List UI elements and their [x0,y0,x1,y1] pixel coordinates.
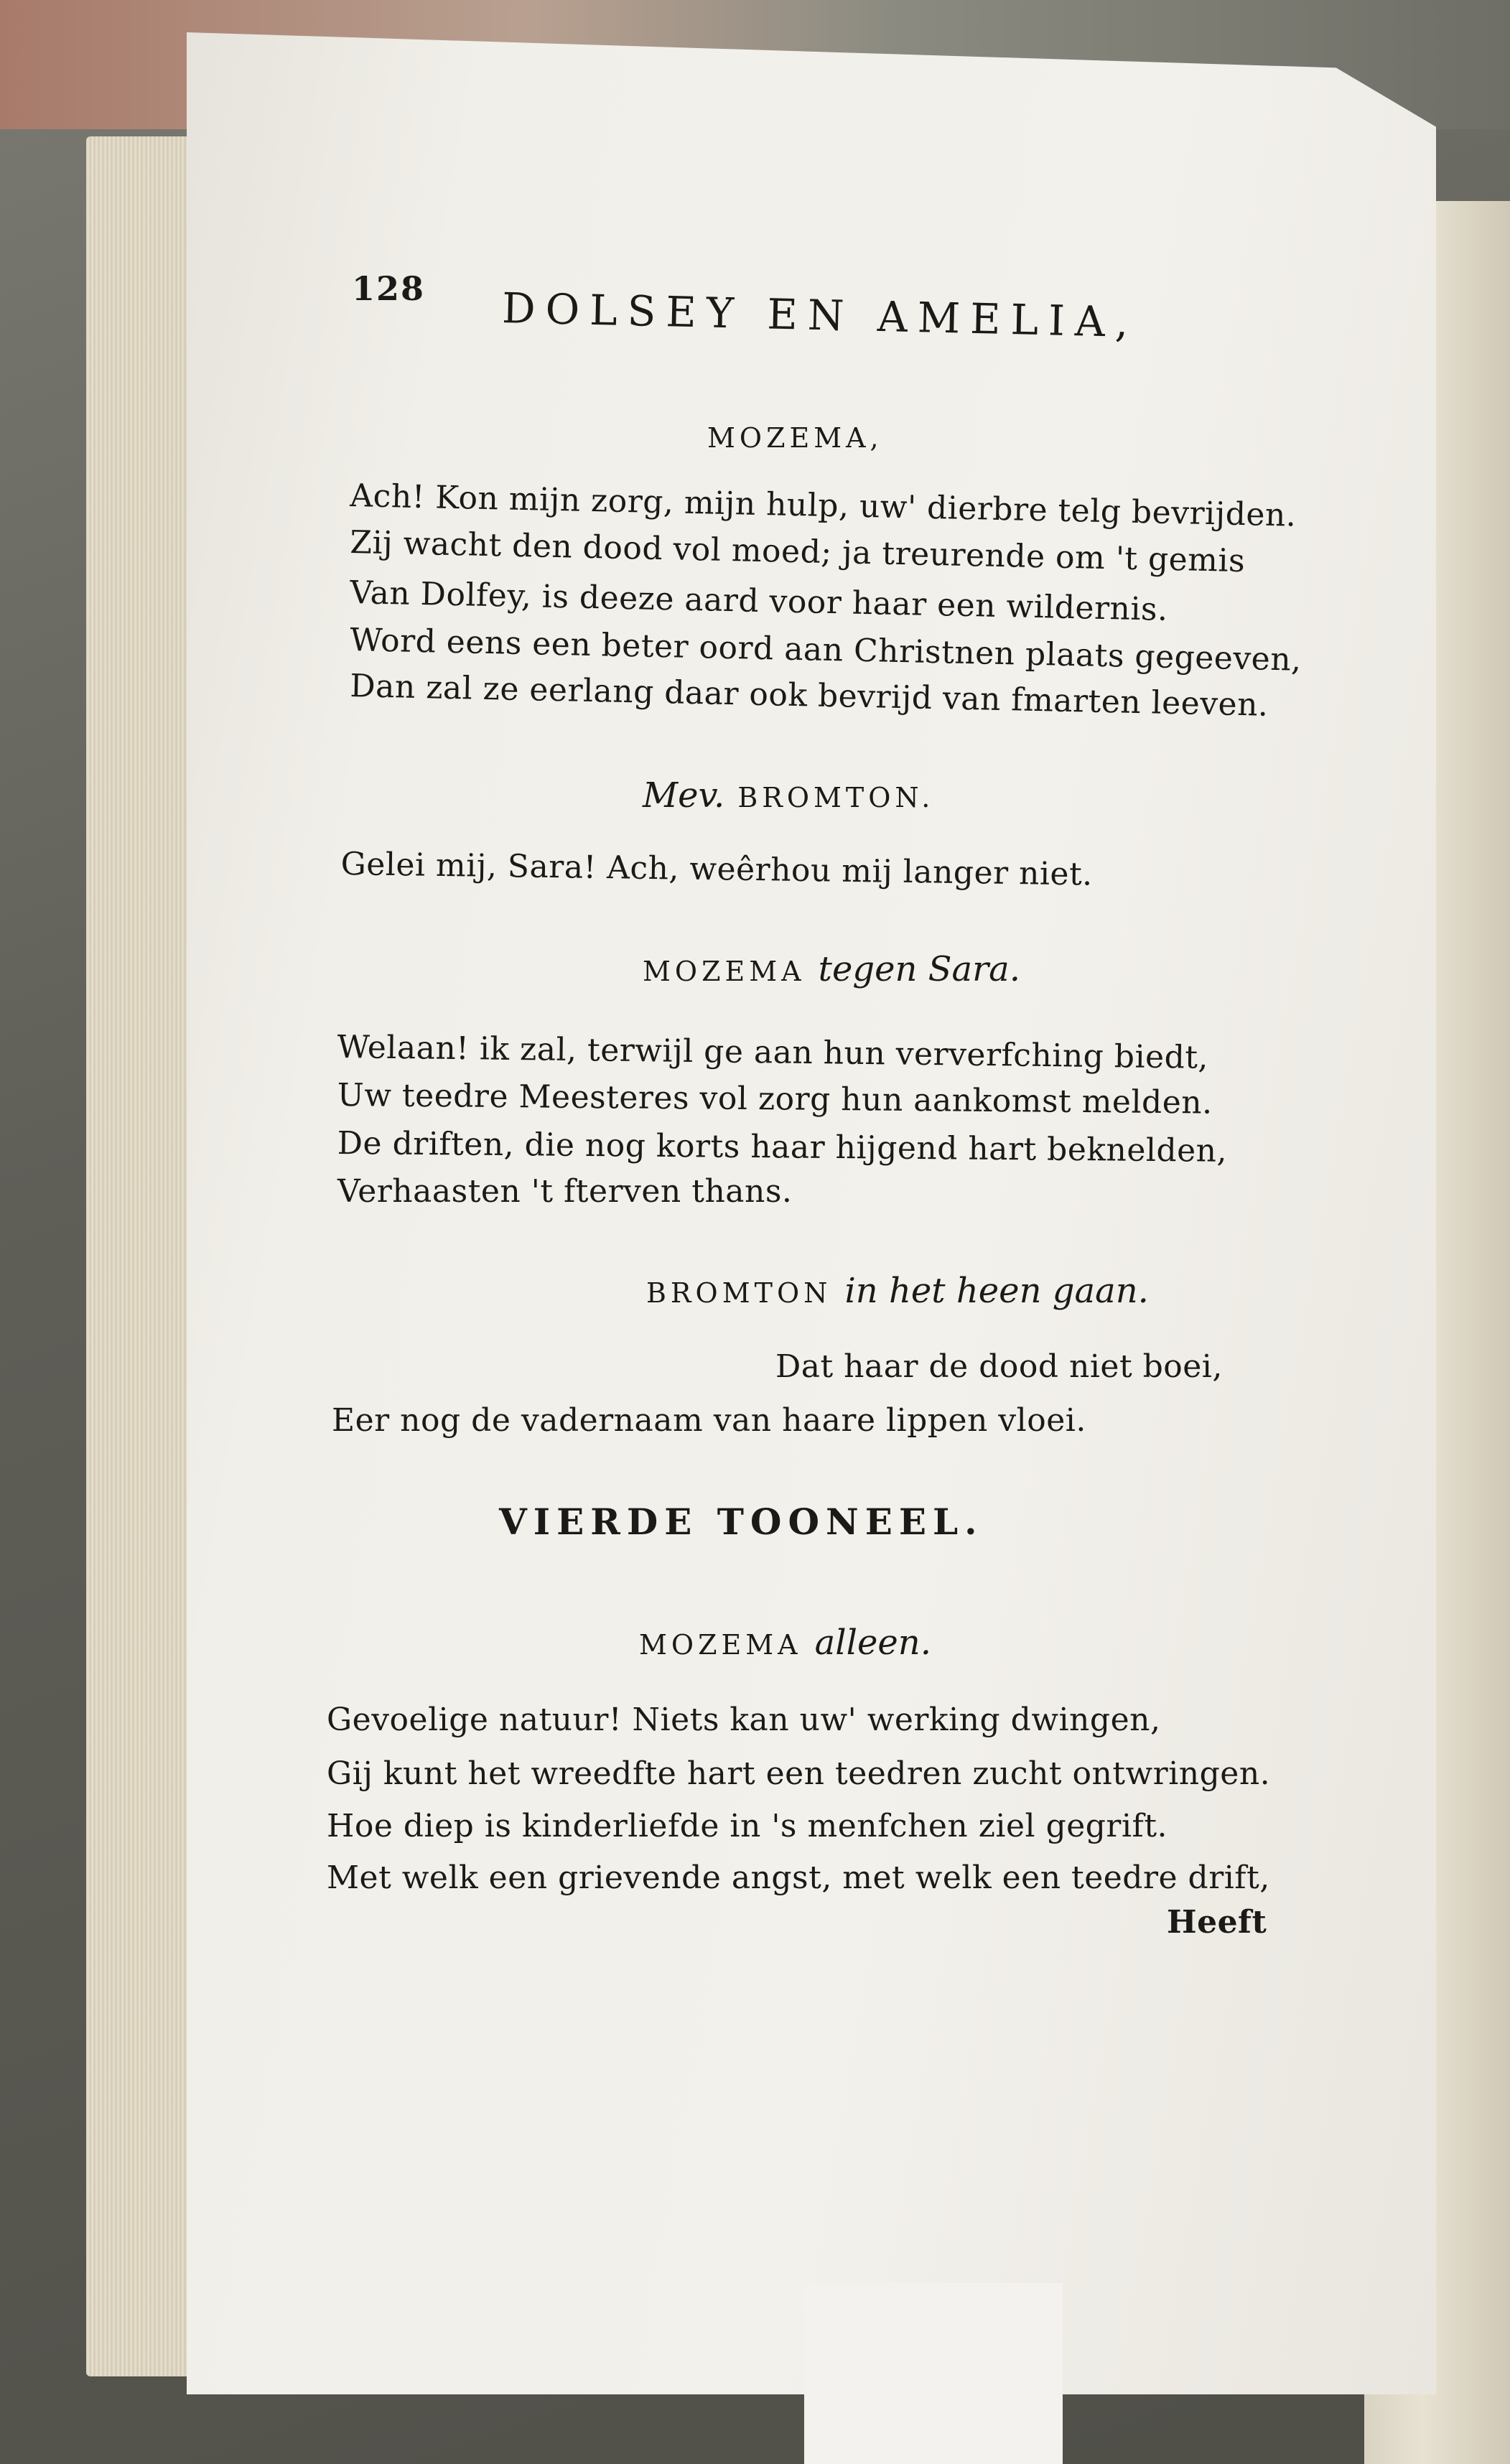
verse-line: Uw teedre Meesteres vol zorg hun aankomst melden. [337,1077,1213,1121]
speaker-heading [639,1623,931,1663]
verse-line: Hoe diep is kinderliefde in 's menfchen ziel gegrift. [327,1808,1168,1844]
page-number: 128 [352,269,426,308]
verse-line: Gij kunt het wreedfte hart een teedren zucht ontwringen. [327,1755,1271,1792]
speaker-heading [643,949,1020,989]
stage-direction: tegen Sara. [818,949,1020,989]
verse-line: Welaan! ik zal, terwijl ge aan hun ververfching biedt, [337,1029,1209,1076]
page-stack-edge [86,136,201,2376]
verse-line: Word eens een beter oord aan Christnen plaats gegeeven, [349,622,1302,678]
catchword: Heeft [1167,1904,1267,1941]
speaker-heading [646,1271,1149,1311]
verse-line: Van Dolfey, is deeze aard voor haar een wildernis. [349,574,1169,628]
verse-line: Met welk een grievende angst, met welk een teedre drift, [327,1859,1270,1896]
speaker-prefix: Mev. [643,775,725,816]
verse-line: Gelei mij, Sara! Ach, weêrhou mij langer niet. [340,846,1094,893]
verse-line: De driften, die nog korts haar hijgend hart beknelden, [337,1125,1228,1170]
paper-tab [804,2283,1063,2464]
verse-line: Ach! Kon mijn zorg, mijn hulp, uw' dierbre telg bevrijden. [349,477,1297,534]
speaker-name: BROMTON [646,1277,832,1309]
stage-direction: in het heen gaan. [844,1271,1149,1311]
speaker-heading: MOZEMA, [707,422,883,454]
verse-line: Dat haar de dood niet boei, [775,1348,1223,1385]
verse-line: Verhaasten 't fterven thans. [337,1173,793,1210]
speaker-heading [643,775,934,816]
speaker-name: BROMTON. [737,782,935,813]
running-head: DOLSEY EN AMELIA, [501,284,1140,347]
scene-title: VIERDE TOONEEL. [499,1501,984,1543]
verse-line: Gevoelige natuur! Niets kan uw' werking dwingen, [327,1702,1161,1738]
verse-line: Zij wacht den dood vol moed; ja treurende om 't gemis [349,524,1246,580]
book-page [187,32,1436,2394]
stage-direction: alleen. [814,1623,931,1663]
verse-line: Dan zal ze eerlang daar ook bevrijd van fmarten leeven. [349,668,1269,724]
verse-line: Eer nog de vadernaam van haare lippen vloei. [332,1402,1086,1439]
speaker-name: MOZEMA [643,956,806,987]
speaker-name: MOZEMA [639,1629,802,1661]
